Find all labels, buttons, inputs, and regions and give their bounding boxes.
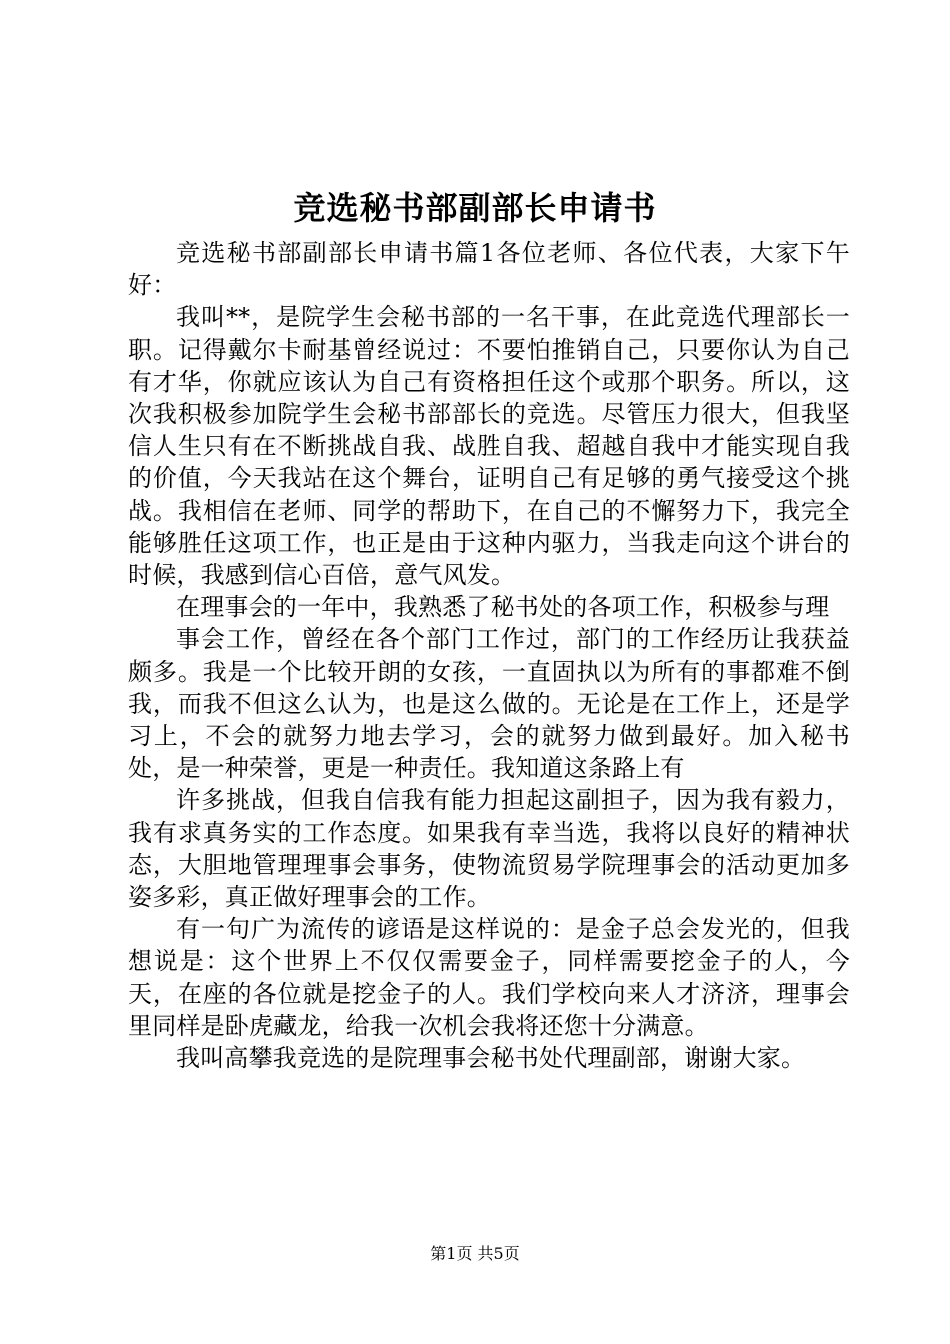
paragraph-5: 许多挑战，但我自信我有能力担起这副担子，因为我有毅力，我有求真务实的工作态度。如果我有幸当选，我将以良好的精神状态，大胆地管理理事会事务，使物流贸易学院理事会的活动更加多姿多彩，真正做好理事会的工作。 xyxy=(128,786,850,912)
paragraph-4: 事会工作，曾经在各个部门工作过，部门的工作经历让我获益颇多。我是一个比较开朗的女孩，一直固执以为所有的事都难不倒我，而我不但这么认为，也是这么做的。无论是在工作上，还是学习上，不会的就努力地去学习，会的就努力做到最好。加入秘书处，是一种荣誉，更是一种责任。我知道这条路上有 xyxy=(128,625,850,783)
paragraph-1: 竞选秘书部副部长申请书篇1各位老师、各位代表，大家下午好： xyxy=(128,239,850,300)
document-title: 竞选秘书部副部长申请书 xyxy=(293,189,657,227)
page-footer: 第1页 共5页 xyxy=(430,1244,520,1263)
paragraph-3: 在理事会的一年中，我熟悉了秘书处的各项工作，积极参与理 xyxy=(176,593,830,622)
paragraph-7: 我叫高攀我竞选的是院理事会秘书处代理副部，谢谢大家。 xyxy=(176,1044,806,1073)
document-body xyxy=(128,237,850,1074)
paragraph-6: 有一句广为流传的谚语是这样说的：是金子总会发光的，但我想说是：这个世界上不仅仅需要金子，同样需要挖金子的人，今天，在座的各位就是挖金子的人。我们学校向来人才济济，理事会里同样是卧虎藏龙，给我一次机会我将还您十分满意。 xyxy=(128,915,850,1040)
paragraph-2: 我叫**，是院学生会秘书部的一名干事，在此竞选代理部长一职。记得戴尔卡耐基曾经说过：不要怕推销自己，只要你认为自己有才华，你就应该认为自己有资格担任这个或那个职务。所以，这次我积极参加院学生会秘书部部长的竞选。尽管压力很大，但我坚信人生只有在不断挑战自我、战胜自我、超越自我中才能实现自我的价值，今天我站在这个舞台，证明自己有足够的勇气接受这个挑战。我相信在老师、同学的帮助下，在自己的不懈努力下，我完全能够胜任这项工作，也正是由于这种内驱力，当我走向这个讲台的时候，我感到信心百倍，意气风发。 xyxy=(128,303,850,590)
